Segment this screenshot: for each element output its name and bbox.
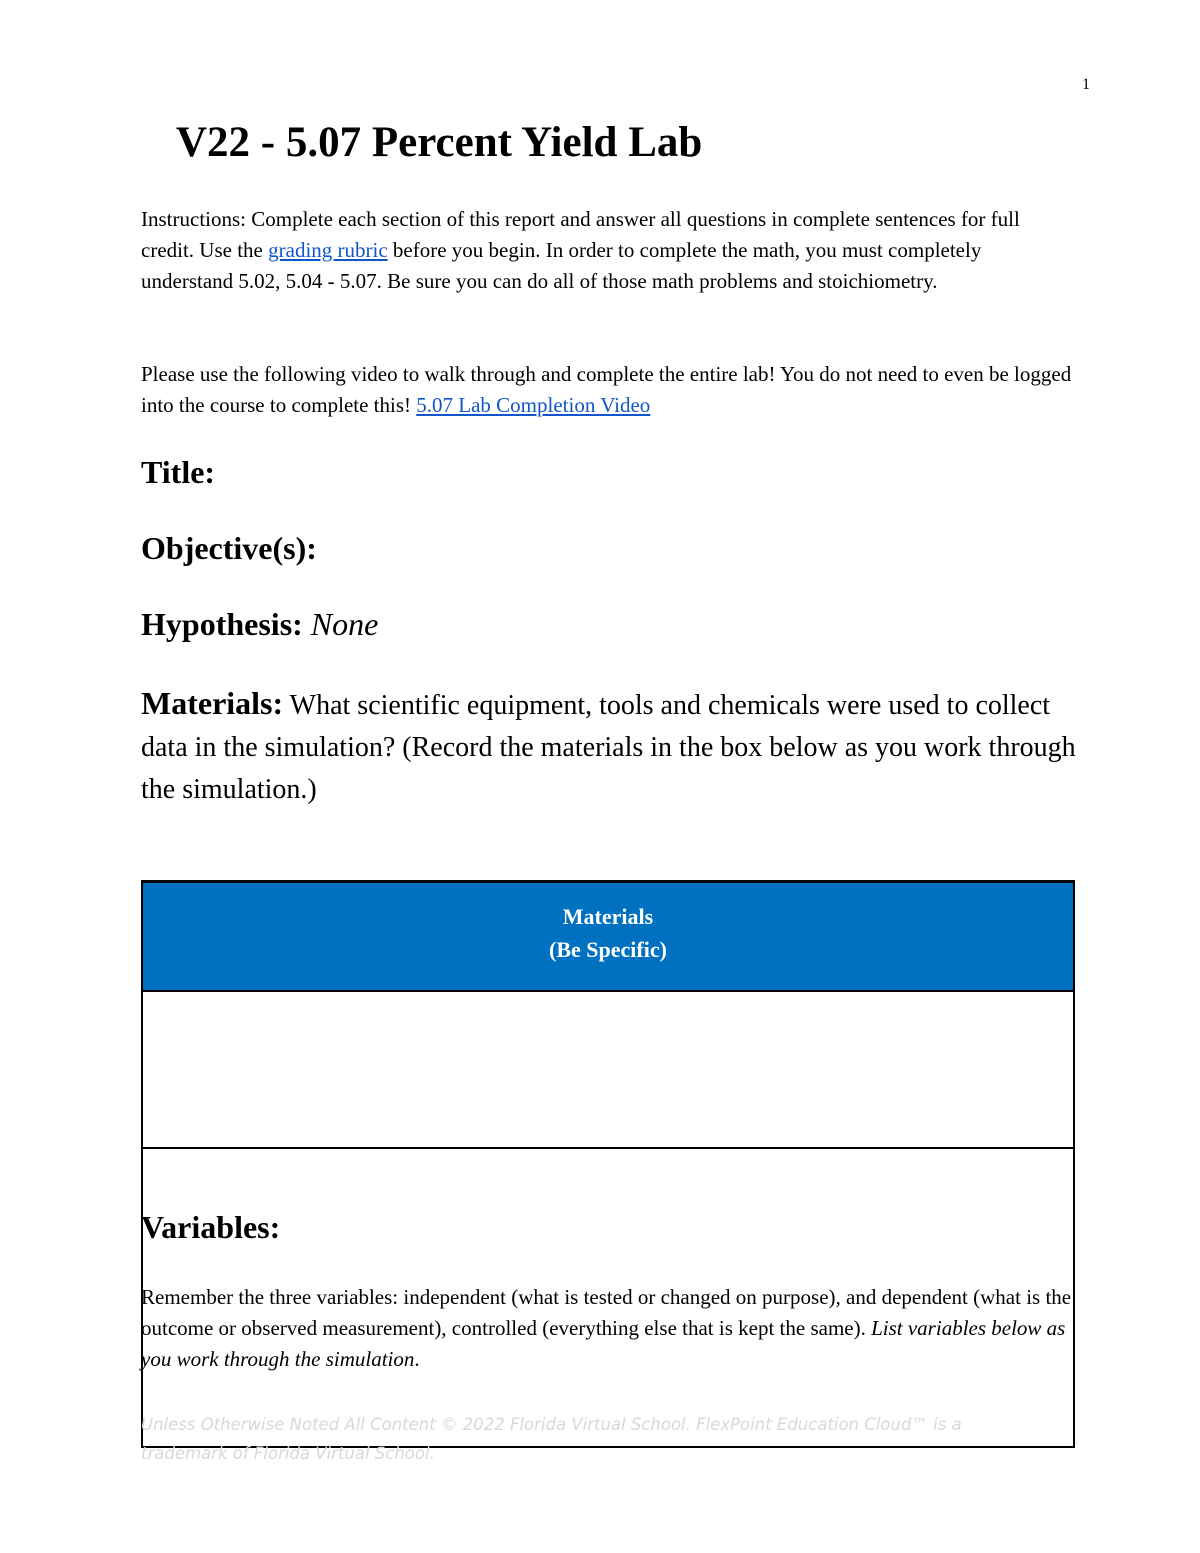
materials-section <box>141 682 1076 811</box>
instructions-paragraph <box>141 204 1076 297</box>
hypothesis-label: Hypothesis: <box>141 606 303 642</box>
variables-heading: Variables: <box>141 1209 281 1245</box>
page-number: 1 <box>1082 76 1090 93</box>
title-heading: Title: <box>141 454 216 490</box>
materials-header-line1: Materials <box>562 904 654 929</box>
variables-instruction: List variables below as you work through the simulation <box>141 1316 1066 1371</box>
variables-text: Remember the three variables: independent (what is tested or changed on purpose), and dependent (what is the outcome or observed measurement), controlled (everything else that is kept the same). <box>141 1285 1072 1340</box>
video-note-text: Please use the following video to walk through and complete the entire lab! You do not need to even be logged into the course to complete this! <box>141 362 1072 417</box>
grading-rubric-link[interactable]: grading rubric <box>268 238 388 262</box>
page-title: V22 - 5.07 Percent Yield Lab <box>176 119 703 166</box>
materials-table-cell[interactable] <box>143 992 1073 1149</box>
instructions-text: Instructions: Complete each section of this report and answer all questions in complete sentences for full credit. Use the <box>141 207 1020 262</box>
lab-completion-video-link[interactable]: 5.07 Lab Completion Video <box>416 393 651 417</box>
footer-copyright: Unless Otherwise Noted All Content © 2022 Florida Virtual School. FlexPoint Education Cloud™ is a trademark of Florida Virtual School. <box>141 1415 962 1463</box>
video-note-paragraph <box>141 359 1076 421</box>
objectives-heading: Objective(s): <box>141 530 317 566</box>
materials-header-line2: (Be Specific) <box>549 937 667 962</box>
variables-period: . <box>414 1347 420 1371</box>
materials-table-header <box>143 883 1073 992</box>
variables-paragraph <box>141 1282 1076 1375</box>
hypothesis-heading <box>141 606 378 643</box>
instructions-text-continued: before you begin. In order to complete the math, you must completely understand 5.02, 5.04 - 5.07. Be sure you can do all of those math problems and stoichiometry. <box>141 238 982 293</box>
materials-label: Materials: <box>141 685 284 721</box>
hypothesis-value: None <box>310 606 379 642</box>
materials-prompt: What scientific equipment, tools and chemicals were used to collect data in the simulation? (Record the materials in the box below as you work through the simulation.) <box>141 690 1076 805</box>
